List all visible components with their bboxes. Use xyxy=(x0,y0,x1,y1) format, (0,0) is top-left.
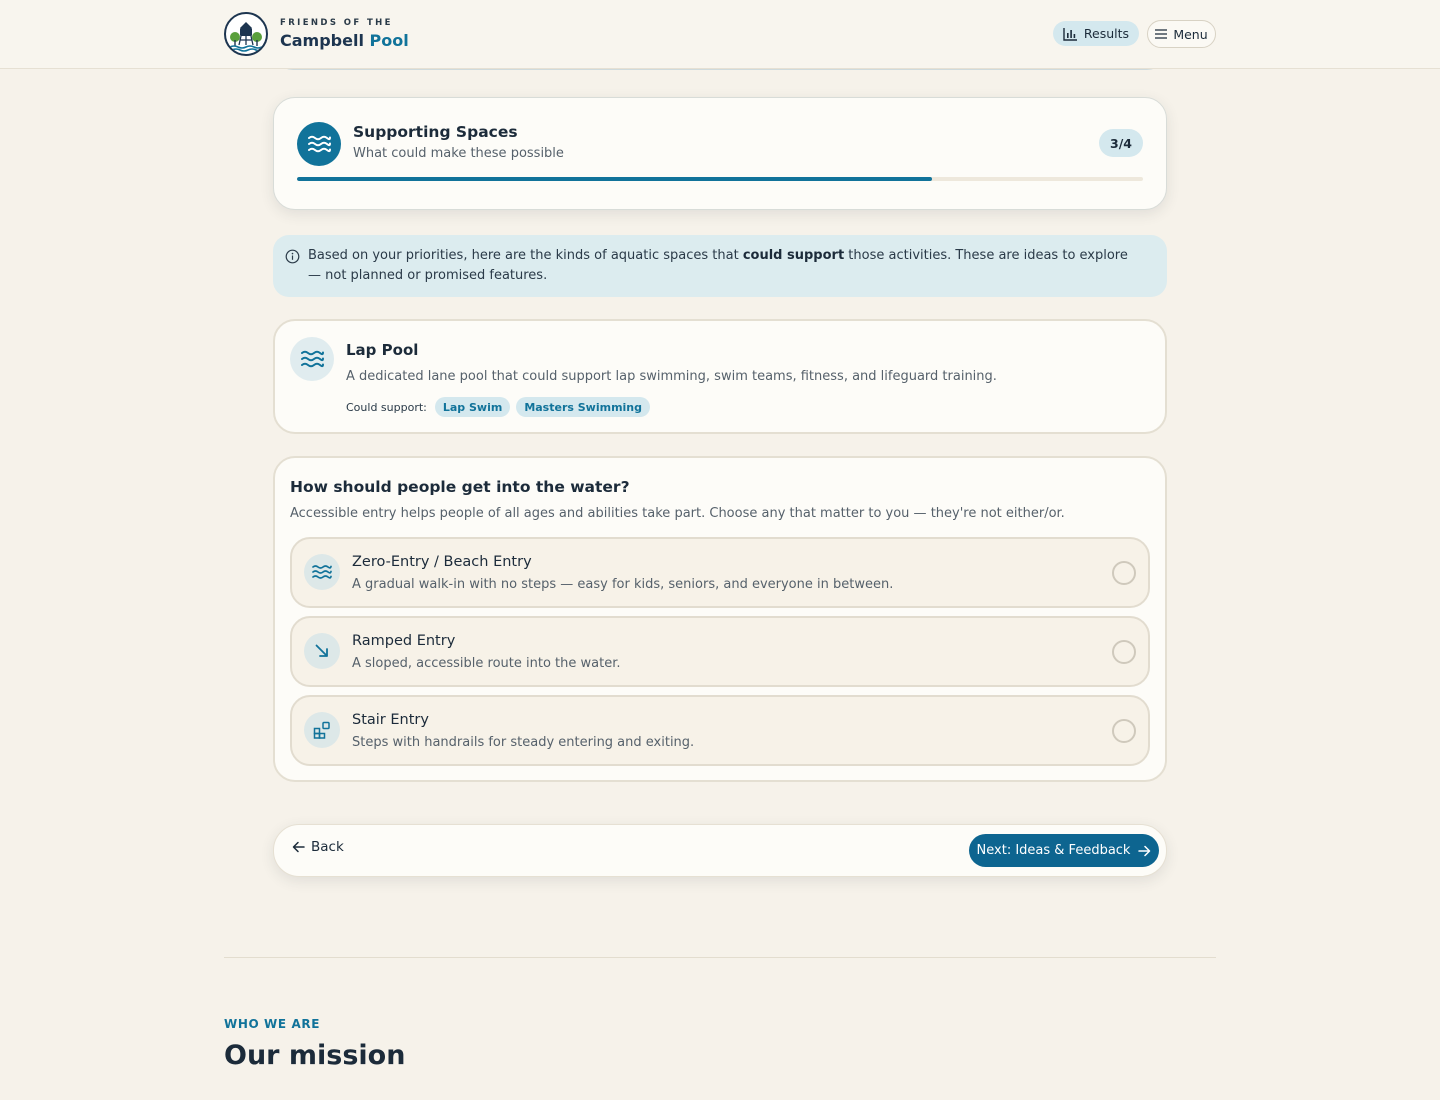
logo-kicker: FRIENDS OF THE xyxy=(280,18,393,28)
space-description: A dedicated lane pool that could support lap swimming, swim teams, fitness, and lifeguard training. xyxy=(346,369,997,384)
logo-name: Campbell Pool xyxy=(280,31,409,50)
entry-question-card xyxy=(273,456,1167,782)
arrow-left-icon xyxy=(292,841,305,853)
site-header xyxy=(0,0,1440,69)
activity-chip: Masters Swimming xyxy=(516,397,650,417)
next-label: Next: Ideas & Feedback xyxy=(976,843,1131,858)
stairs-icon xyxy=(304,712,340,748)
waves-icon xyxy=(304,554,340,590)
section-heading: Our mission xyxy=(224,1040,406,1071)
water-tower-logo-icon xyxy=(224,12,268,56)
activity-chip: Lap Swim xyxy=(435,397,510,417)
option-checkbox[interactable] xyxy=(1112,719,1136,743)
results-label: Results xyxy=(1083,26,1130,41)
step-navigation xyxy=(273,824,1167,877)
option-title: Ramped Entry xyxy=(352,633,456,649)
step-progress-card xyxy=(273,97,1167,210)
section-eyebrow: WHO WE ARE xyxy=(224,1017,320,1031)
option-description: A gradual walk-in with no steps — easy for kids, seniors, and everyone in between. xyxy=(352,577,894,592)
space-card-lap-pool xyxy=(273,319,1167,434)
waves-icon xyxy=(297,122,341,166)
option-checkbox[interactable] xyxy=(1112,561,1136,585)
info-icon xyxy=(285,249,300,264)
space-title: Lap Pool xyxy=(346,341,419,359)
back-button[interactable] xyxy=(292,839,344,855)
option-title: Zero-Entry / Beach Entry xyxy=(352,554,532,570)
question-description: Accessible entry helps people of all ages and abilities take part. Choose any that matter to you — they're not either/or. xyxy=(290,506,1065,521)
section-divider xyxy=(224,957,1216,958)
progress-bar xyxy=(297,177,1143,181)
back-label: Back xyxy=(311,839,344,855)
step-subtitle: What could make these possible xyxy=(353,146,564,161)
step-title: Supporting Spaces xyxy=(353,123,518,141)
arrow-right-icon xyxy=(1138,845,1151,857)
results-button[interactable] xyxy=(1053,21,1139,46)
question-title: How should people get into the water? xyxy=(290,478,630,496)
option-description: Steps with handrails for steady entering and exiting. xyxy=(352,735,695,750)
option-ramped-entry[interactable] xyxy=(290,616,1150,687)
menu-button[interactable] xyxy=(1147,20,1216,48)
option-zero-entry[interactable] xyxy=(290,537,1150,608)
option-checkbox[interactable] xyxy=(1112,640,1136,664)
progress-bar-fill xyxy=(297,177,932,181)
bar-chart-icon xyxy=(1063,27,1078,41)
space-support-row xyxy=(346,397,650,417)
option-description: A sloped, accessible route into the water. xyxy=(352,656,621,671)
site-logo[interactable] xyxy=(224,12,409,56)
menu-label: Menu xyxy=(1173,26,1208,42)
info-banner xyxy=(273,235,1167,297)
next-button[interactable] xyxy=(969,834,1159,867)
step-counter-badge: 3/4 xyxy=(1099,129,1143,157)
option-stair-entry[interactable] xyxy=(290,695,1150,766)
waves-icon xyxy=(290,337,334,381)
hamburger-icon xyxy=(1155,29,1167,39)
arrow-down-right-icon xyxy=(304,633,340,669)
info-text: Based on your priorities, here are the kinds of aquatic spaces that could support those activities. These are ideas to explore — not planned or promised features. xyxy=(308,248,1128,283)
option-title: Stair Entry xyxy=(352,712,429,728)
support-label: Could support: xyxy=(346,400,427,414)
